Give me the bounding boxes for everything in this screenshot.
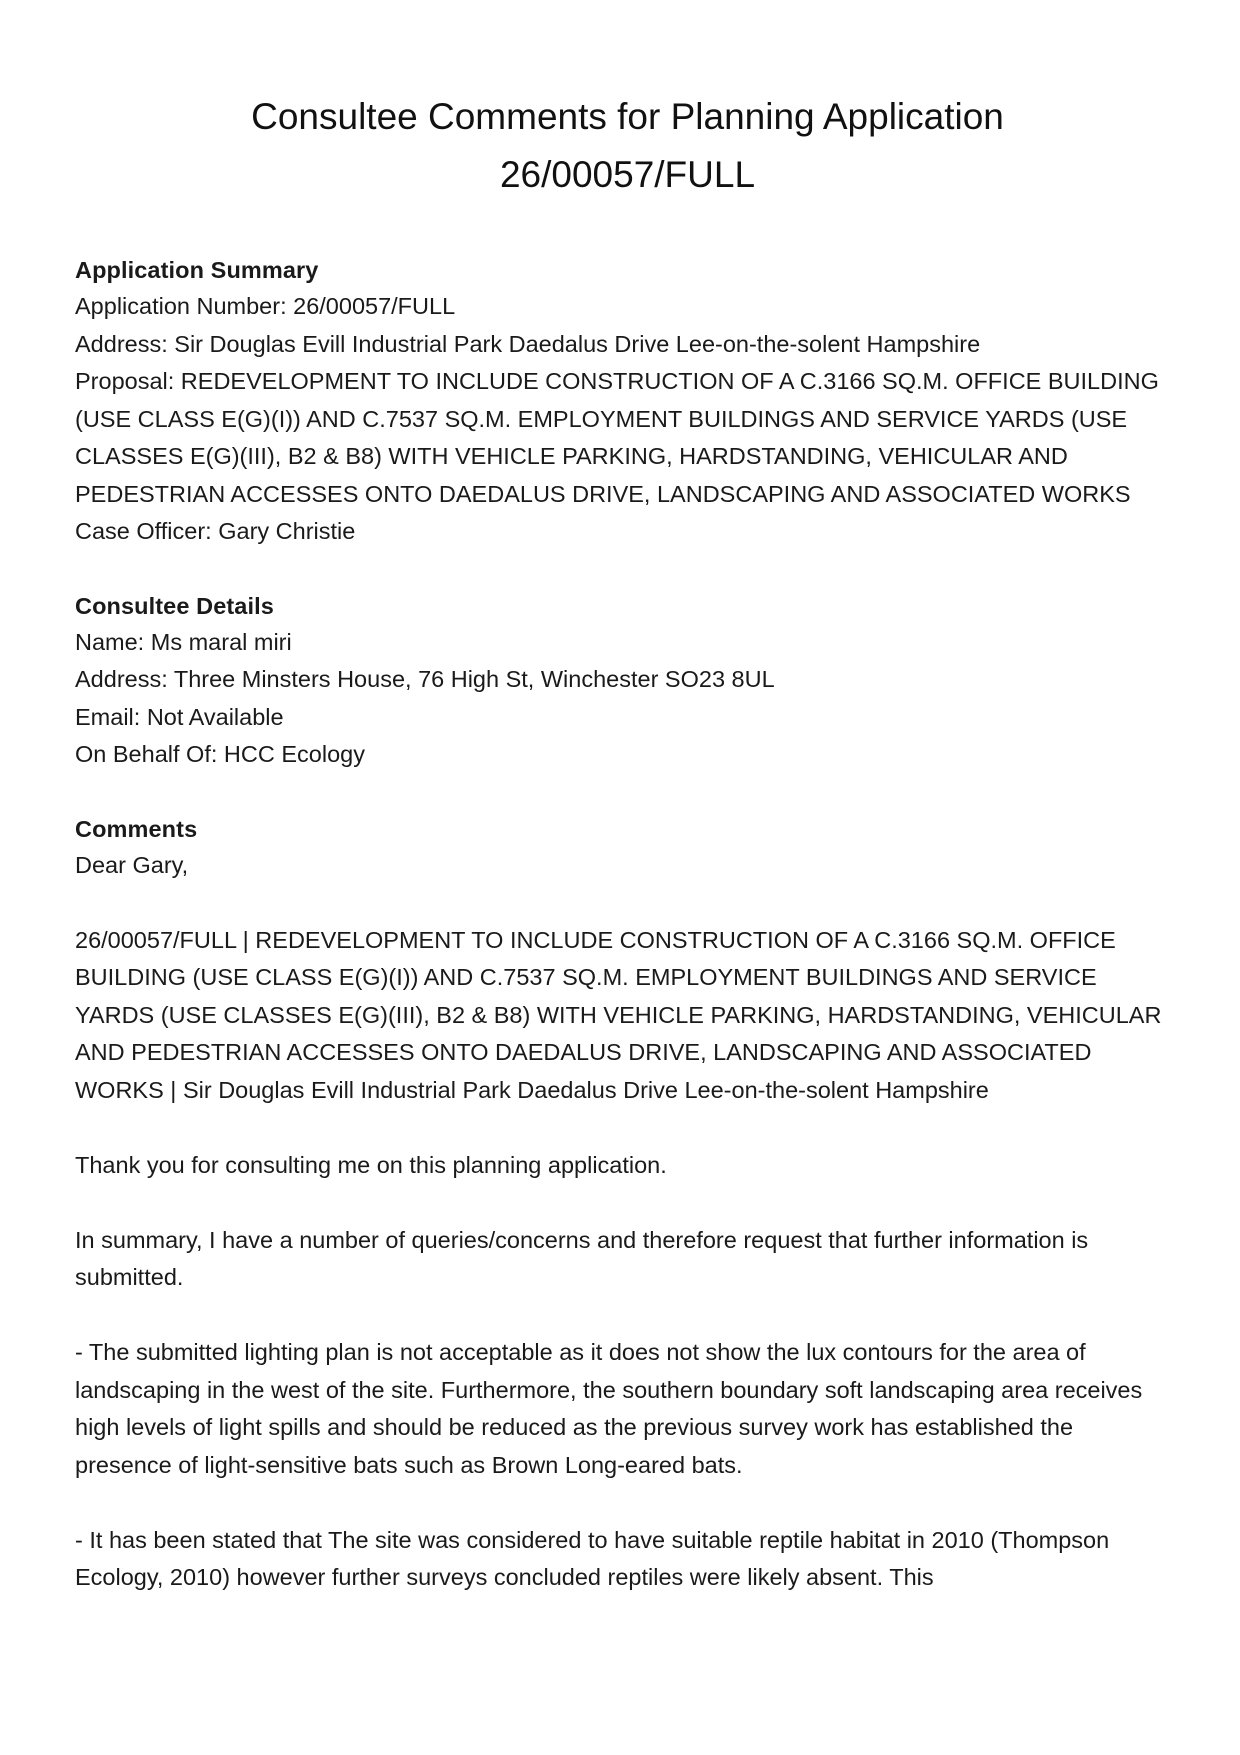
application-summary-section bbox=[75, 252, 1170, 551]
consultee-address: Address: Three Minsters House, 76 High St, Winchester SO23 8UL bbox=[75, 666, 775, 692]
case-officer: Case Officer: Gary Christie bbox=[75, 518, 356, 544]
consultee-email: Email: Not Available bbox=[75, 703, 284, 730]
document-page bbox=[75, 88, 1170, 1634]
consultee-name: Name: Ms maral miri bbox=[75, 628, 292, 655]
comments-heading: Comments bbox=[75, 815, 198, 842]
consultee-on-behalf-of: On Behalf Of: HCC Ecology bbox=[75, 741, 365, 767]
application-proposal: Proposal: REDEVELOPMENT TO INCLUDE CONSTRUCTION OF A C.3166 SQ.M. OFFICE BUILDING (USE CLASS E(G)(I)) AND C.7537 SQ.M. EMPLOYMENT BUILDINGS AND SERVICE YARDS (USE CLASSES E(G)(III), B2 & B8) WITH VEHICLE PARKING, HARDSTANDING, VEHICULAR AND PEDESTRIAN ACCESSES ONTO DAEDALUS DRIVE, LANDSCAPING AND ASSOCIATED WORKS bbox=[75, 368, 1159, 507]
consultee-details-section bbox=[75, 588, 1170, 774]
page-title-line-2: 26/00057/FULL bbox=[499, 154, 756, 195]
comments-paragraph: - It has been stated that The site was considered to have suitable reptile habitat in 2010 (Thompson Ecology, 2010) however further surveys concluded reptiles were likely absent. This bbox=[75, 1526, 1110, 1590]
consultee-details-heading: Consultee Details bbox=[75, 592, 274, 619]
comments-paragraph: Thank you for consulting me on this planning application. bbox=[75, 1151, 667, 1178]
application-address: Address: Sir Douglas Evill Industrial Park Daedalus Drive Lee-on-the-solent Hampshire bbox=[75, 330, 981, 357]
comments-section bbox=[75, 811, 1170, 1597]
application-number: Application Number: 26/00057/FULL bbox=[75, 293, 456, 319]
comments-paragraph: In summary, I have a number of queries/concerns and therefore request that further information is submitted. bbox=[75, 1226, 1089, 1290]
application-summary-heading: Application Summary bbox=[75, 257, 319, 283]
page-title bbox=[75, 88, 1170, 204]
comments-paragraph: - The submitted lighting plan is not acceptable as it does not show the lux contours for the area of landscaping in the west of the site. Furthermore, the southern boundary soft landscaping area receives high levels of light spills and should be reduced as the previous survey work has established the presence of light-sensitive bats such as Brown Long-eared bats. bbox=[75, 1339, 1143, 1478]
comments-salutation: Dear Gary, bbox=[75, 851, 189, 878]
comments-paragraph: 26/00057/FULL | REDEVELOPMENT TO INCLUDE CONSTRUCTION OF A C.3166 SQ.M. OFFICE BUILDING (USE CLASS E(G)(I)) AND C.7537 SQ.M. EMPLOYMENT BUILDINGS AND SERVICE YARDS (USE CLASSES E(G)(III), B2 & B8) WITH VEHICLE PARKING, HARDSTANDING, VEHICULAR AND PEDESTRIAN ACCESSES ONTO DAEDALUS DRIVE, LANDSCAPING AND ASSOCIATED WORKS | Sir Douglas Evill Industrial Park Daedalus Drive Lee-on-the-solent Hampshire bbox=[75, 926, 1162, 1103]
page-title-line-1: Consultee Comments for Planning Application bbox=[251, 96, 1004, 137]
